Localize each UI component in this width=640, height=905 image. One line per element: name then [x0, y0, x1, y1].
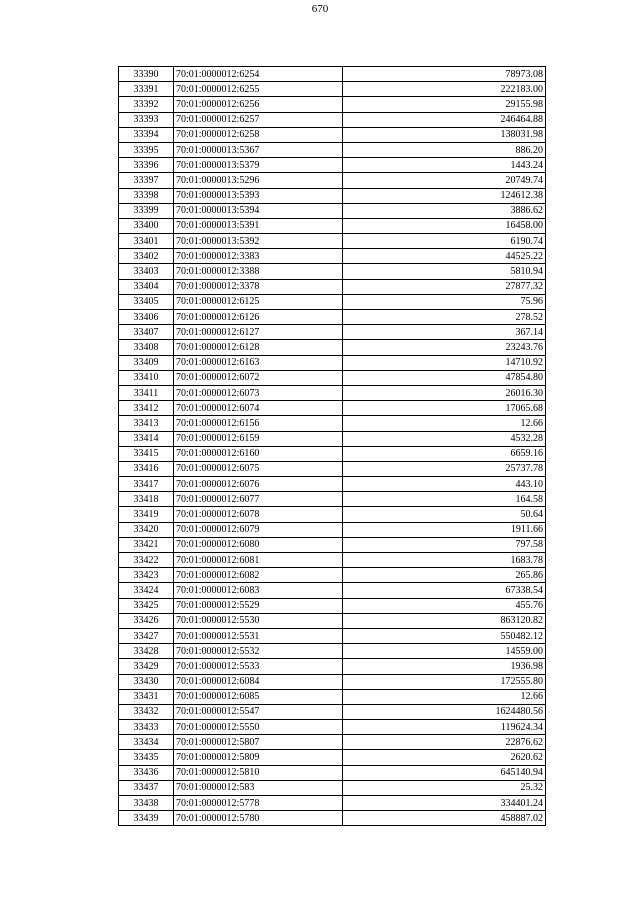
value-cell: 863120.82 [343, 613, 546, 628]
cadastral-number-cell: 70:01:0000012:6254 [174, 67, 343, 82]
cadastral-number-cell: 70:01:0000012:6255 [174, 82, 343, 97]
row-number-cell: 33434 [119, 735, 174, 750]
table-row [119, 628, 546, 643]
row-number-cell: 33399 [119, 203, 174, 218]
row-number-cell: 33428 [119, 644, 174, 659]
cadastral-number-cell: 70:01:0000012:6076 [174, 477, 343, 492]
row-number-cell: 33422 [119, 553, 174, 568]
row-number-cell: 33436 [119, 765, 174, 780]
cadastral-number-cell: 70:01:0000012:6077 [174, 492, 343, 507]
cadastral-number-cell: 70:01:0000012:3388 [174, 264, 343, 279]
table-row [119, 780, 546, 795]
value-cell: 1683.78 [343, 553, 546, 568]
value-cell: 23243.76 [343, 340, 546, 355]
cadastral-number-cell: 70:01:0000012:6258 [174, 127, 343, 142]
value-cell: 75.96 [343, 294, 546, 309]
value-cell: 14559.00 [343, 644, 546, 659]
value-cell: 26016.30 [343, 385, 546, 400]
cadastral-number-cell: 70:01:0000012:6127 [174, 325, 343, 340]
page-number: 670 [311, 3, 329, 15]
value-cell: 25737.78 [343, 461, 546, 476]
table-row [119, 704, 546, 719]
cadastral-number-cell: 70:01:0000012:6083 [174, 583, 343, 598]
row-number-cell: 33400 [119, 218, 174, 233]
table-row [119, 644, 546, 659]
table-row [119, 446, 546, 461]
value-cell: 246464.88 [343, 112, 546, 127]
row-number-cell: 33401 [119, 234, 174, 249]
cadastral-number-cell: 70:01:0000012:5809 [174, 750, 343, 765]
table-row [119, 477, 546, 492]
table-row [119, 522, 546, 537]
row-number-cell: 33421 [119, 537, 174, 552]
cadastral-number-cell: 70:01:0000012:6075 [174, 461, 343, 476]
cadastral-number-cell: 70:01:0000012:6163 [174, 355, 343, 370]
cadastral-number-cell: 70:01:0000012:5533 [174, 659, 343, 674]
table-row [119, 598, 546, 613]
table-row [119, 82, 546, 97]
table-row [119, 264, 546, 279]
value-cell: 12.66 [343, 689, 546, 704]
table-row [119, 568, 546, 583]
cadastral-number-cell: 70:01:0000012:583 [174, 780, 343, 795]
row-number-cell: 33426 [119, 613, 174, 628]
cadastral-number-cell: 70:01:0000012:3378 [174, 279, 343, 294]
value-cell: 367.14 [343, 325, 546, 340]
table-row [119, 431, 546, 446]
table-row [119, 811, 546, 826]
cadastral-number-cell: 70:01:0000012:6125 [174, 294, 343, 309]
row-number-cell: 33413 [119, 416, 174, 431]
value-cell: 14710.92 [343, 355, 546, 370]
value-cell: 645140.94 [343, 765, 546, 780]
row-number-cell: 33396 [119, 158, 174, 173]
cadastral-number-cell: 70:01:0000012:5532 [174, 644, 343, 659]
value-cell: 25.32 [343, 780, 546, 795]
value-cell: 278.52 [343, 310, 546, 325]
data-table [118, 66, 546, 826]
row-number-cell: 33425 [119, 598, 174, 613]
row-number-cell: 33404 [119, 279, 174, 294]
cadastral-number-cell: 70:01:0000012:6257 [174, 112, 343, 127]
value-cell: 443.10 [343, 477, 546, 492]
table-row [119, 796, 546, 811]
table-row [119, 659, 546, 674]
row-number-cell: 33431 [119, 689, 174, 704]
value-cell: 20749.74 [343, 173, 546, 188]
value-cell: 47854.80 [343, 370, 546, 385]
value-cell: 78973.08 [343, 67, 546, 82]
table-row [119, 492, 546, 507]
row-number-cell: 33419 [119, 507, 174, 522]
value-cell: 44525.22 [343, 249, 546, 264]
table-row [119, 203, 546, 218]
value-cell: 27877.32 [343, 279, 546, 294]
table-row [119, 507, 546, 522]
table-row [119, 112, 546, 127]
row-number-cell: 33429 [119, 659, 174, 674]
row-number-cell: 33395 [119, 142, 174, 157]
value-cell: 172555.80 [343, 674, 546, 689]
value-cell: 550482.12 [343, 628, 546, 643]
row-number-cell: 33437 [119, 780, 174, 795]
table-row [119, 97, 546, 112]
table-row [119, 142, 546, 157]
row-number-cell: 33406 [119, 310, 174, 325]
cadastral-number-cell: 70:01:0000013:5391 [174, 218, 343, 233]
row-number-cell: 33415 [119, 446, 174, 461]
value-cell: 16458.00 [343, 218, 546, 233]
table-row [119, 720, 546, 735]
table-row [119, 370, 546, 385]
cadastral-number-cell: 70:01:0000012:5810 [174, 765, 343, 780]
table-row [119, 310, 546, 325]
row-number-cell: 33398 [119, 188, 174, 203]
value-cell: 1936.98 [343, 659, 546, 674]
table-row [119, 416, 546, 431]
value-cell: 124612.38 [343, 188, 546, 203]
cadastral-number-cell: 70:01:0000012:6073 [174, 385, 343, 400]
value-cell: 2620.62 [343, 750, 546, 765]
cadastral-number-cell: 70:01:0000012:6072 [174, 370, 343, 385]
cadastral-number-cell: 70:01:0000012:6128 [174, 340, 343, 355]
row-number-cell: 33439 [119, 811, 174, 826]
cadastral-number-cell: 70:01:0000012:6159 [174, 431, 343, 446]
row-number-cell: 33420 [119, 522, 174, 537]
value-cell: 797.58 [343, 537, 546, 552]
cadastral-number-cell: 70:01:0000012:5531 [174, 628, 343, 643]
value-cell: 3886.62 [343, 203, 546, 218]
row-number-cell: 33418 [119, 492, 174, 507]
table-row [119, 188, 546, 203]
value-cell: 886.20 [343, 142, 546, 157]
row-number-cell: 33394 [119, 127, 174, 142]
value-cell: 50.64 [343, 507, 546, 522]
table-row [119, 127, 546, 142]
row-number-cell: 33392 [119, 97, 174, 112]
table-row [119, 537, 546, 552]
cadastral-number-cell: 70:01:0000012:5780 [174, 811, 343, 826]
value-cell: 67338.54 [343, 583, 546, 598]
value-cell: 6190.74 [343, 234, 546, 249]
table-row [119, 249, 546, 264]
cadastral-number-cell: 70:01:0000012:6078 [174, 507, 343, 522]
row-number-cell: 33391 [119, 82, 174, 97]
row-number-cell: 33432 [119, 704, 174, 719]
value-cell: 4532.28 [343, 431, 546, 446]
value-cell: 138031.98 [343, 127, 546, 142]
row-number-cell: 33402 [119, 249, 174, 264]
row-number-cell: 33409 [119, 355, 174, 370]
table-row [119, 583, 546, 598]
cadastral-number-cell: 70:01:0000013:5367 [174, 142, 343, 157]
cadastral-number-cell: 70:01:0000012:5529 [174, 598, 343, 613]
row-number-cell: 33412 [119, 401, 174, 416]
cadastral-number-cell: 70:01:0000012:6082 [174, 568, 343, 583]
row-number-cell: 33416 [119, 461, 174, 476]
table-row [119, 234, 546, 249]
row-number-cell: 33403 [119, 264, 174, 279]
table-row [119, 461, 546, 476]
value-cell: 222183.00 [343, 82, 546, 97]
row-number-cell: 33424 [119, 583, 174, 598]
cadastral-number-cell: 70:01:0000013:5392 [174, 234, 343, 249]
cadastral-number-cell: 70:01:0000013:5393 [174, 188, 343, 203]
cadastral-number-cell: 70:01:0000012:5550 [174, 720, 343, 735]
row-number-cell: 33433 [119, 720, 174, 735]
row-number-cell: 33393 [119, 112, 174, 127]
cadastral-number-cell: 70:01:0000013:5379 [174, 158, 343, 173]
table-row [119, 158, 546, 173]
cadastral-number-cell: 70:01:0000012:5547 [174, 704, 343, 719]
table-row [119, 279, 546, 294]
table-row [119, 385, 546, 400]
cadastral-number-cell: 70:01:0000012:6080 [174, 537, 343, 552]
value-cell: 6659.16 [343, 446, 546, 461]
row-number-cell: 33423 [119, 568, 174, 583]
cadastral-number-cell: 70:01:0000012:6081 [174, 553, 343, 568]
value-cell: 334401.24 [343, 796, 546, 811]
table-row [119, 674, 546, 689]
table-row [119, 735, 546, 750]
table-row [119, 218, 546, 233]
table-row [119, 173, 546, 188]
cadastral-number-cell: 70:01:0000012:5778 [174, 796, 343, 811]
value-cell: 455.76 [343, 598, 546, 613]
table-row [119, 689, 546, 704]
table-row [119, 67, 546, 82]
table-body [119, 67, 546, 826]
row-number-cell: 33414 [119, 431, 174, 446]
row-number-cell: 33410 [119, 370, 174, 385]
cadastral-number-cell: 70:01:0000012:3383 [174, 249, 343, 264]
value-cell: 17065.68 [343, 401, 546, 416]
cadastral-number-cell: 70:01:0000012:6074 [174, 401, 343, 416]
row-number-cell: 33438 [119, 796, 174, 811]
cadastral-number-cell: 70:01:0000012:6156 [174, 416, 343, 431]
row-number-cell: 33417 [119, 477, 174, 492]
row-number-cell: 33407 [119, 325, 174, 340]
value-cell: 29155.98 [343, 97, 546, 112]
value-cell: 1624480.56 [343, 704, 546, 719]
value-cell: 458887.02 [343, 811, 546, 826]
value-cell: 22876.62 [343, 735, 546, 750]
table-row [119, 553, 546, 568]
table-row [119, 401, 546, 416]
row-number-cell: 33411 [119, 385, 174, 400]
cadastral-number-cell: 70:01:0000012:6160 [174, 446, 343, 461]
row-number-cell: 33427 [119, 628, 174, 643]
value-cell: 1443.24 [343, 158, 546, 173]
table-row [119, 294, 546, 309]
value-cell: 12.66 [343, 416, 546, 431]
value-cell: 1911.66 [343, 522, 546, 537]
cadastral-number-cell: 70:01:0000012:6079 [174, 522, 343, 537]
row-number-cell: 33408 [119, 340, 174, 355]
table-row [119, 340, 546, 355]
cadastral-number-cell: 70:01:0000012:6126 [174, 310, 343, 325]
table-row [119, 325, 546, 340]
row-number-cell: 33390 [119, 67, 174, 82]
row-number-cell: 33430 [119, 674, 174, 689]
cadastral-number-cell: 70:01:0000012:6256 [174, 97, 343, 112]
value-cell: 5810.94 [343, 264, 546, 279]
row-number-cell: 33397 [119, 173, 174, 188]
cadastral-number-cell: 70:01:0000012:6085 [174, 689, 343, 704]
value-cell: 164.58 [343, 492, 546, 507]
table-row [119, 750, 546, 765]
row-number-cell: 33435 [119, 750, 174, 765]
cadastral-number-cell: 70:01:0000013:5394 [174, 203, 343, 218]
row-number-cell: 33405 [119, 294, 174, 309]
value-cell: 119624.34 [343, 720, 546, 735]
cadastral-number-cell: 70:01:0000012:6084 [174, 674, 343, 689]
value-cell: 265.86 [343, 568, 546, 583]
table-row [119, 355, 546, 370]
table-row [119, 613, 546, 628]
table-row [119, 765, 546, 780]
cadastral-number-cell: 70:01:0000012:5530 [174, 613, 343, 628]
cadastral-number-cell: 70:01:0000012:5807 [174, 735, 343, 750]
cadastral-number-cell: 70:01:0000013:5296 [174, 173, 343, 188]
